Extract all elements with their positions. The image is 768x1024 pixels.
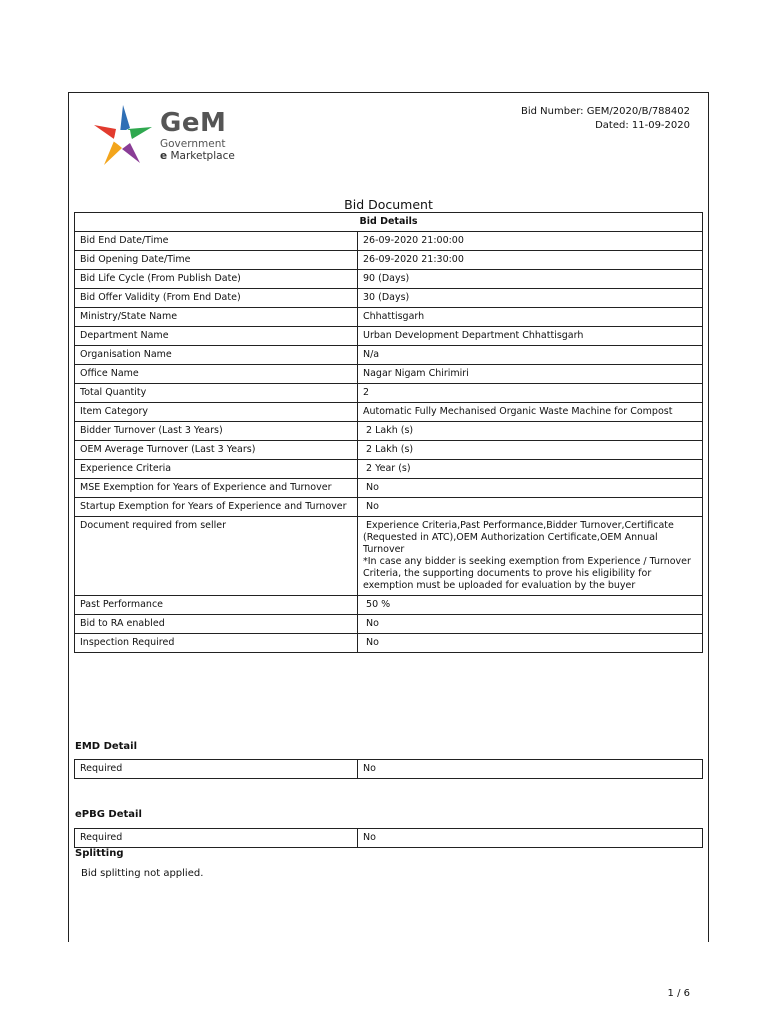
splitting-heading: Splitting [75,848,124,859]
row-label: Item Category [75,403,358,422]
table-row [75,270,703,289]
table-row [75,422,703,441]
row-label: Ministry/State Name [75,308,358,327]
row-value: No [358,634,703,653]
row-label: Organisation Name [75,346,358,365]
emd-table [74,759,703,779]
table-row [75,232,703,251]
row-label: Office Name [75,365,358,384]
emd-heading: EMD Detail [75,741,138,752]
table-row [75,346,703,365]
epbg-heading: ePBG Detail [75,809,142,820]
row-label: Bidder Turnover (Last 3 Years) [75,422,358,441]
row-label: Inspection Required [75,634,358,653]
row-value: 2 [358,384,703,403]
row-value: Nagar Nigam Chirimiri [358,365,703,384]
row-value: 26-09-2020 21:00:00 [358,232,703,251]
table-row [75,365,703,384]
row-value: 2 Lakh (s) [358,441,703,460]
document-title: Bid Document [344,197,433,212]
bid-number: Bid Number: GEM/2020/B/788402 [521,106,690,117]
gem-star-icon [92,103,154,169]
row-value: 90 (Days) [358,270,703,289]
table-row [75,498,703,517]
table-row [75,384,703,403]
row-value: N/a [358,346,703,365]
page-number: 1 / 6 [667,988,690,999]
row-value: Experience Criteria,Past Performance,Bidder Turnover,Certificate (Requested in ATC),OEM Authorization Certificate,OEM Annual Turnover *In case any bidder is seeking exemption from Experience / Turnover Criteria, the supporting documents to prove his eligibility for exemption must be uploaded for evaluation by the buyer [358,517,703,596]
row-value: No [358,498,703,517]
bid-details-heading-row [75,213,703,232]
gem-logo [92,103,242,169]
row-label: Total Quantity [75,384,358,403]
row-label: Bid End Date/Time [75,232,358,251]
row-label: Experience Criteria [75,460,358,479]
table-row [75,403,703,422]
table-row [75,634,703,653]
splitting-text: Bid splitting not applied. [81,868,204,879]
table-row [75,760,703,779]
bid-details-heading: Bid Details [75,213,703,232]
row-value: 26-09-2020 21:30:00 [358,251,703,270]
table-row [75,615,703,634]
logo-e-letter: e [160,150,168,162]
row-label: Startup Exemption for Years of Experience and Turnover [75,498,358,517]
row-label: Bid Life Cycle (From Publish Date) [75,270,358,289]
row-label: Past Performance [75,596,358,615]
row-value: No [358,479,703,498]
table-row [75,327,703,346]
bid-meta [521,105,690,133]
row-value: 30 (Days) [358,289,703,308]
row-label: Bid to RA enabled [75,615,358,634]
logo-subtitle-government: Government [160,138,226,150]
table-row [75,479,703,498]
row-label: OEM Average Turnover (Last 3 Years) [75,441,358,460]
table-row [75,308,703,327]
logo-subtitle-marketplace [160,150,235,162]
table-row [75,596,703,615]
logo-title: GeM [160,108,227,138]
table-row [75,829,703,848]
row-value: No [358,760,703,779]
bid-details-table [74,212,703,653]
table-row [75,289,703,308]
row-label: Required [75,760,358,779]
row-value: Automatic Fully Mechanised Organic Waste Machine for Compost [358,403,703,422]
table-row [75,460,703,479]
row-label: MSE Exemption for Years of Experience and Turnover [75,479,358,498]
row-label: Bid Opening Date/Time [75,251,358,270]
table-row [75,251,703,270]
row-label: Department Name [75,327,358,346]
row-label: Required [75,829,358,848]
row-label: Document required from seller [75,517,358,596]
row-value: Chhattisgarh [358,308,703,327]
row-value: 2 Lakh (s) [358,422,703,441]
row-value: 50 % [358,596,703,615]
table-row [75,441,703,460]
row-value: No [358,615,703,634]
logo-marketplace-text: Marketplace [167,150,235,162]
table-row [75,517,703,596]
bid-dated: Dated: 11-09-2020 [595,120,690,131]
row-value: No [358,829,703,848]
epbg-table [74,828,703,848]
row-value: Urban Development Department Chhattisgarh [358,327,703,346]
row-label: Bid Offer Validity (From End Date) [75,289,358,308]
row-value: 2 Year (s) [358,460,703,479]
